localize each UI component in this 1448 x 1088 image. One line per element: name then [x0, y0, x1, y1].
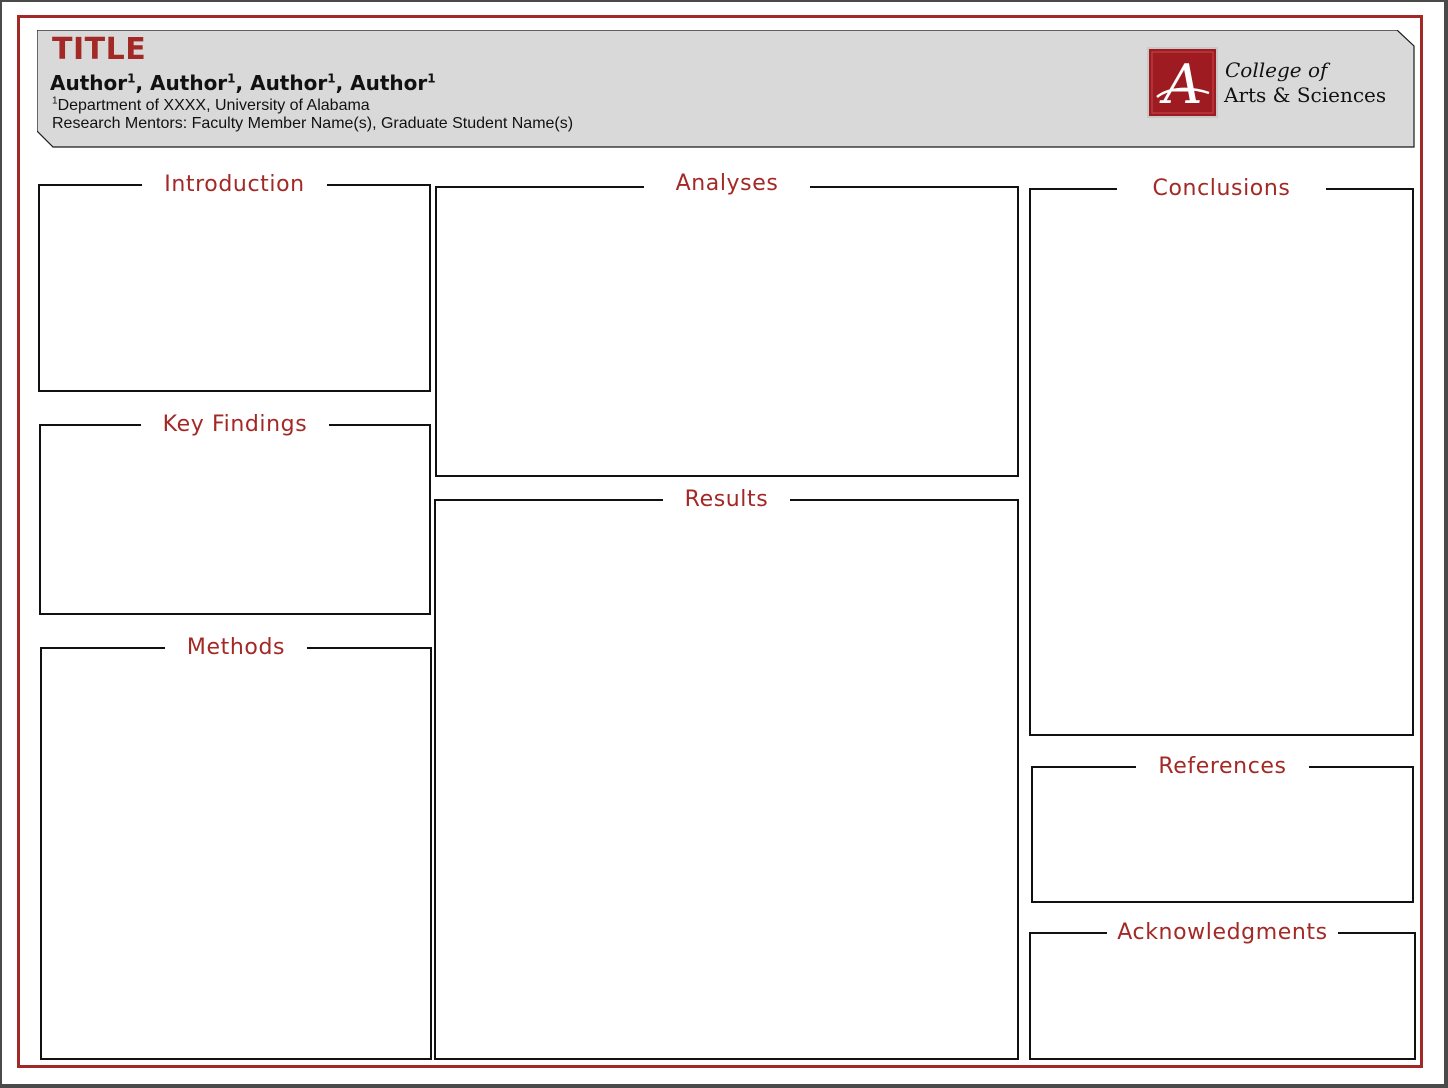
author-name: Author: [250, 71, 328, 95]
introduction-heading: Introduction: [142, 172, 326, 198]
department-marker: 1: [52, 95, 58, 107]
results-panel: [434, 487, 1019, 1060]
acknowledgments-heading: Acknowledgments: [1107, 920, 1337, 946]
author-name: Author: [350, 71, 428, 95]
references-heading: References: [1136, 754, 1308, 780]
methods-heading: Methods: [165, 635, 307, 661]
frame-edge-top: [0, 0, 1448, 2]
analyses-panel: [435, 171, 1019, 477]
frame-edge-left: [0, 0, 2, 1088]
methods-panel: [40, 635, 432, 1060]
key-findings-panel: [39, 412, 431, 615]
author-affiliation-marker: 1: [127, 71, 136, 86]
frame-edge-right: [1444, 0, 1448, 1088]
author-affiliation-marker: 1: [227, 71, 236, 86]
author-affiliation-marker: 1: [327, 71, 336, 86]
college-name-line2: Arts & Sciences: [1224, 83, 1387, 107]
script-a-icon: [1149, 49, 1216, 116]
college-logo: [1149, 49, 1216, 116]
department-line: [52, 97, 370, 115]
department-text: Department of XXXX, University of Alabama: [57, 97, 370, 114]
mentors-line: Research Mentors: Faculty Member Name(s), Graduate Student Name(s): [52, 115, 574, 132]
frame-edge-bottom: [0, 1084, 1448, 1088]
acknowledgments-panel: [1029, 920, 1416, 1060]
introduction-panel: [38, 172, 431, 392]
poster-title: TITLE: [52, 32, 147, 67]
conclusions-heading: Conclusions: [1117, 176, 1327, 202]
key-findings-heading: Key Findings: [141, 412, 330, 438]
references-panel: [1031, 754, 1414, 903]
conclusions-panel: [1029, 176, 1414, 736]
analyses-heading: Analyses: [644, 171, 811, 197]
logo-letter: A: [1163, 53, 1203, 116]
author-name: Author: [150, 71, 228, 95]
author-affiliation-marker: 1: [427, 71, 436, 86]
author-list: Author$^1$, Author$^1$, Author$^1$, Author$^1$: [50, 71, 436, 95]
results-heading: Results: [663, 487, 791, 513]
college-name-line1: College of: [1225, 58, 1328, 82]
author-name: Author: [50, 71, 128, 95]
